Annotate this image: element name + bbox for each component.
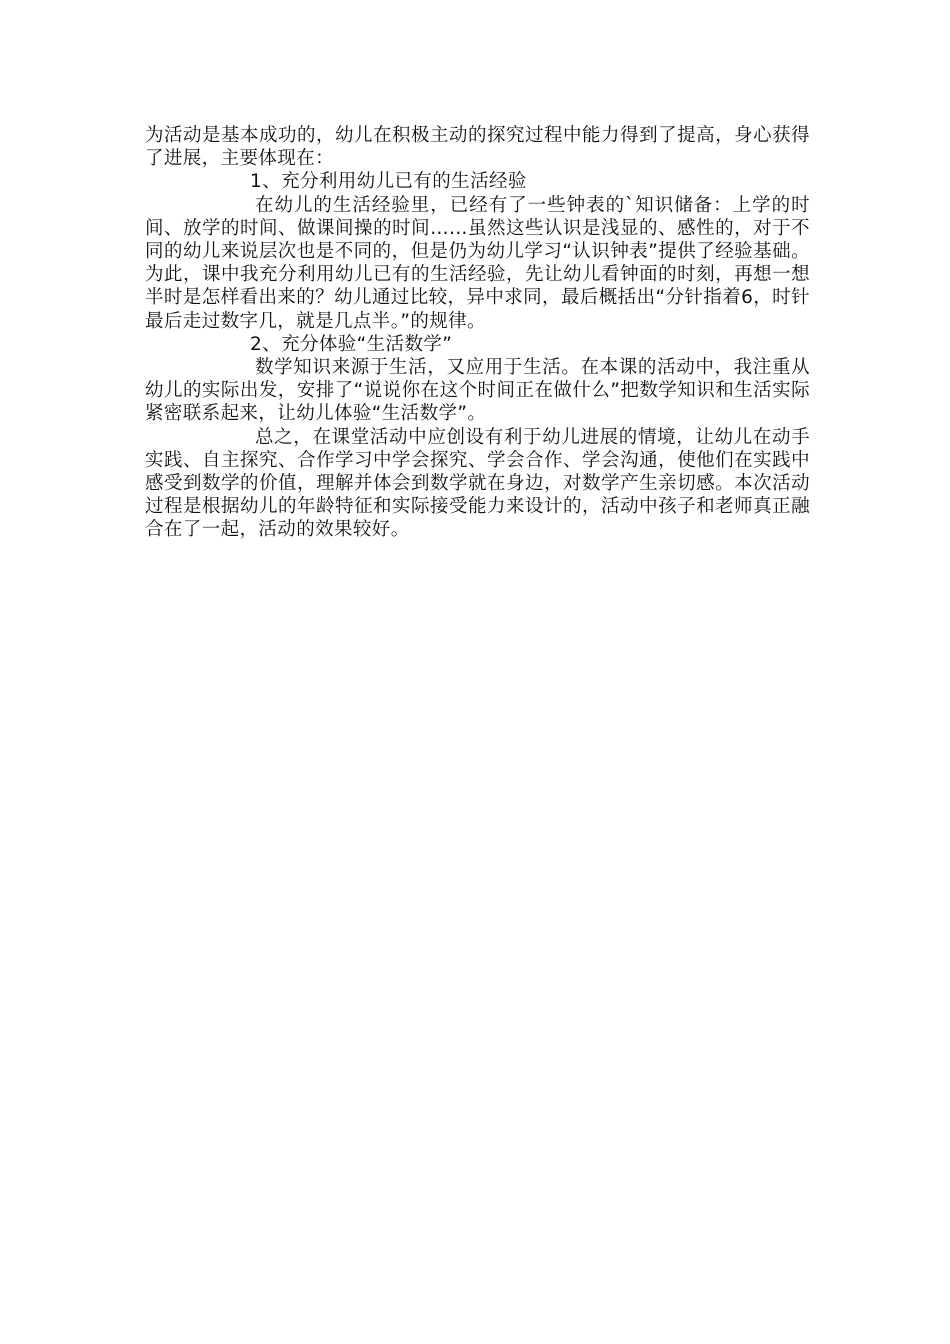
section-heading-1: 1、充分利用幼儿已有的生活经验 xyxy=(250,171,527,193)
section-2-paragraph: 数学知识来源于生活，又应用于生活。在本课的活动中，我注重从幼儿的实际出发，安排了“说说你在这个时间正在做什么”把数学知识和生活实际紧密联系起来，让幼儿体验“生活数学”。 xyxy=(145,357,810,425)
summary-paragraph: 总之，在课堂活动中应创设有利于幼儿进展的情境，让幼儿在动手实践、自主探究、合作学习中学会探究、学会合作、学会沟通，使他们在实践中感受到数学的价值，理解并体会到数学就在身边，对数学产生亲切感。本次活动过程是根据幼儿的年龄特征和实际接受能力来设计的，活动中孩子和老师真正融合在了一起，活动的效果较好。 xyxy=(145,426,810,541)
document-body xyxy=(145,124,810,542)
intro-paragraph: 为活动是基本成功的，幼儿在积极主动的探究过程中能力得到了提高，身心获得了进展，主要体现在： xyxy=(145,125,810,170)
section-heading-2: 2、充分体验“生活数学” xyxy=(250,333,453,355)
section-1-paragraph: 在幼儿的生活经验里，已经有了一些钟表的`知识储备：上学的时间、放学的时间、做课间操的时间……虽然这些认识是浅显的、感性的，对于不同的幼儿来说层次也是不同的，但是仍为幼儿学习“认识钟表”提供了经验基础。为此，课中我充分利用幼儿已有的生活经验，先让幼儿看钟面的时刻，再想一想半时是怎样看出来的？幼儿通过比较，异中求同，最后概括出“分针指着6，时针最后走过数字几，就是几点半。”的规律。 xyxy=(145,194,810,332)
